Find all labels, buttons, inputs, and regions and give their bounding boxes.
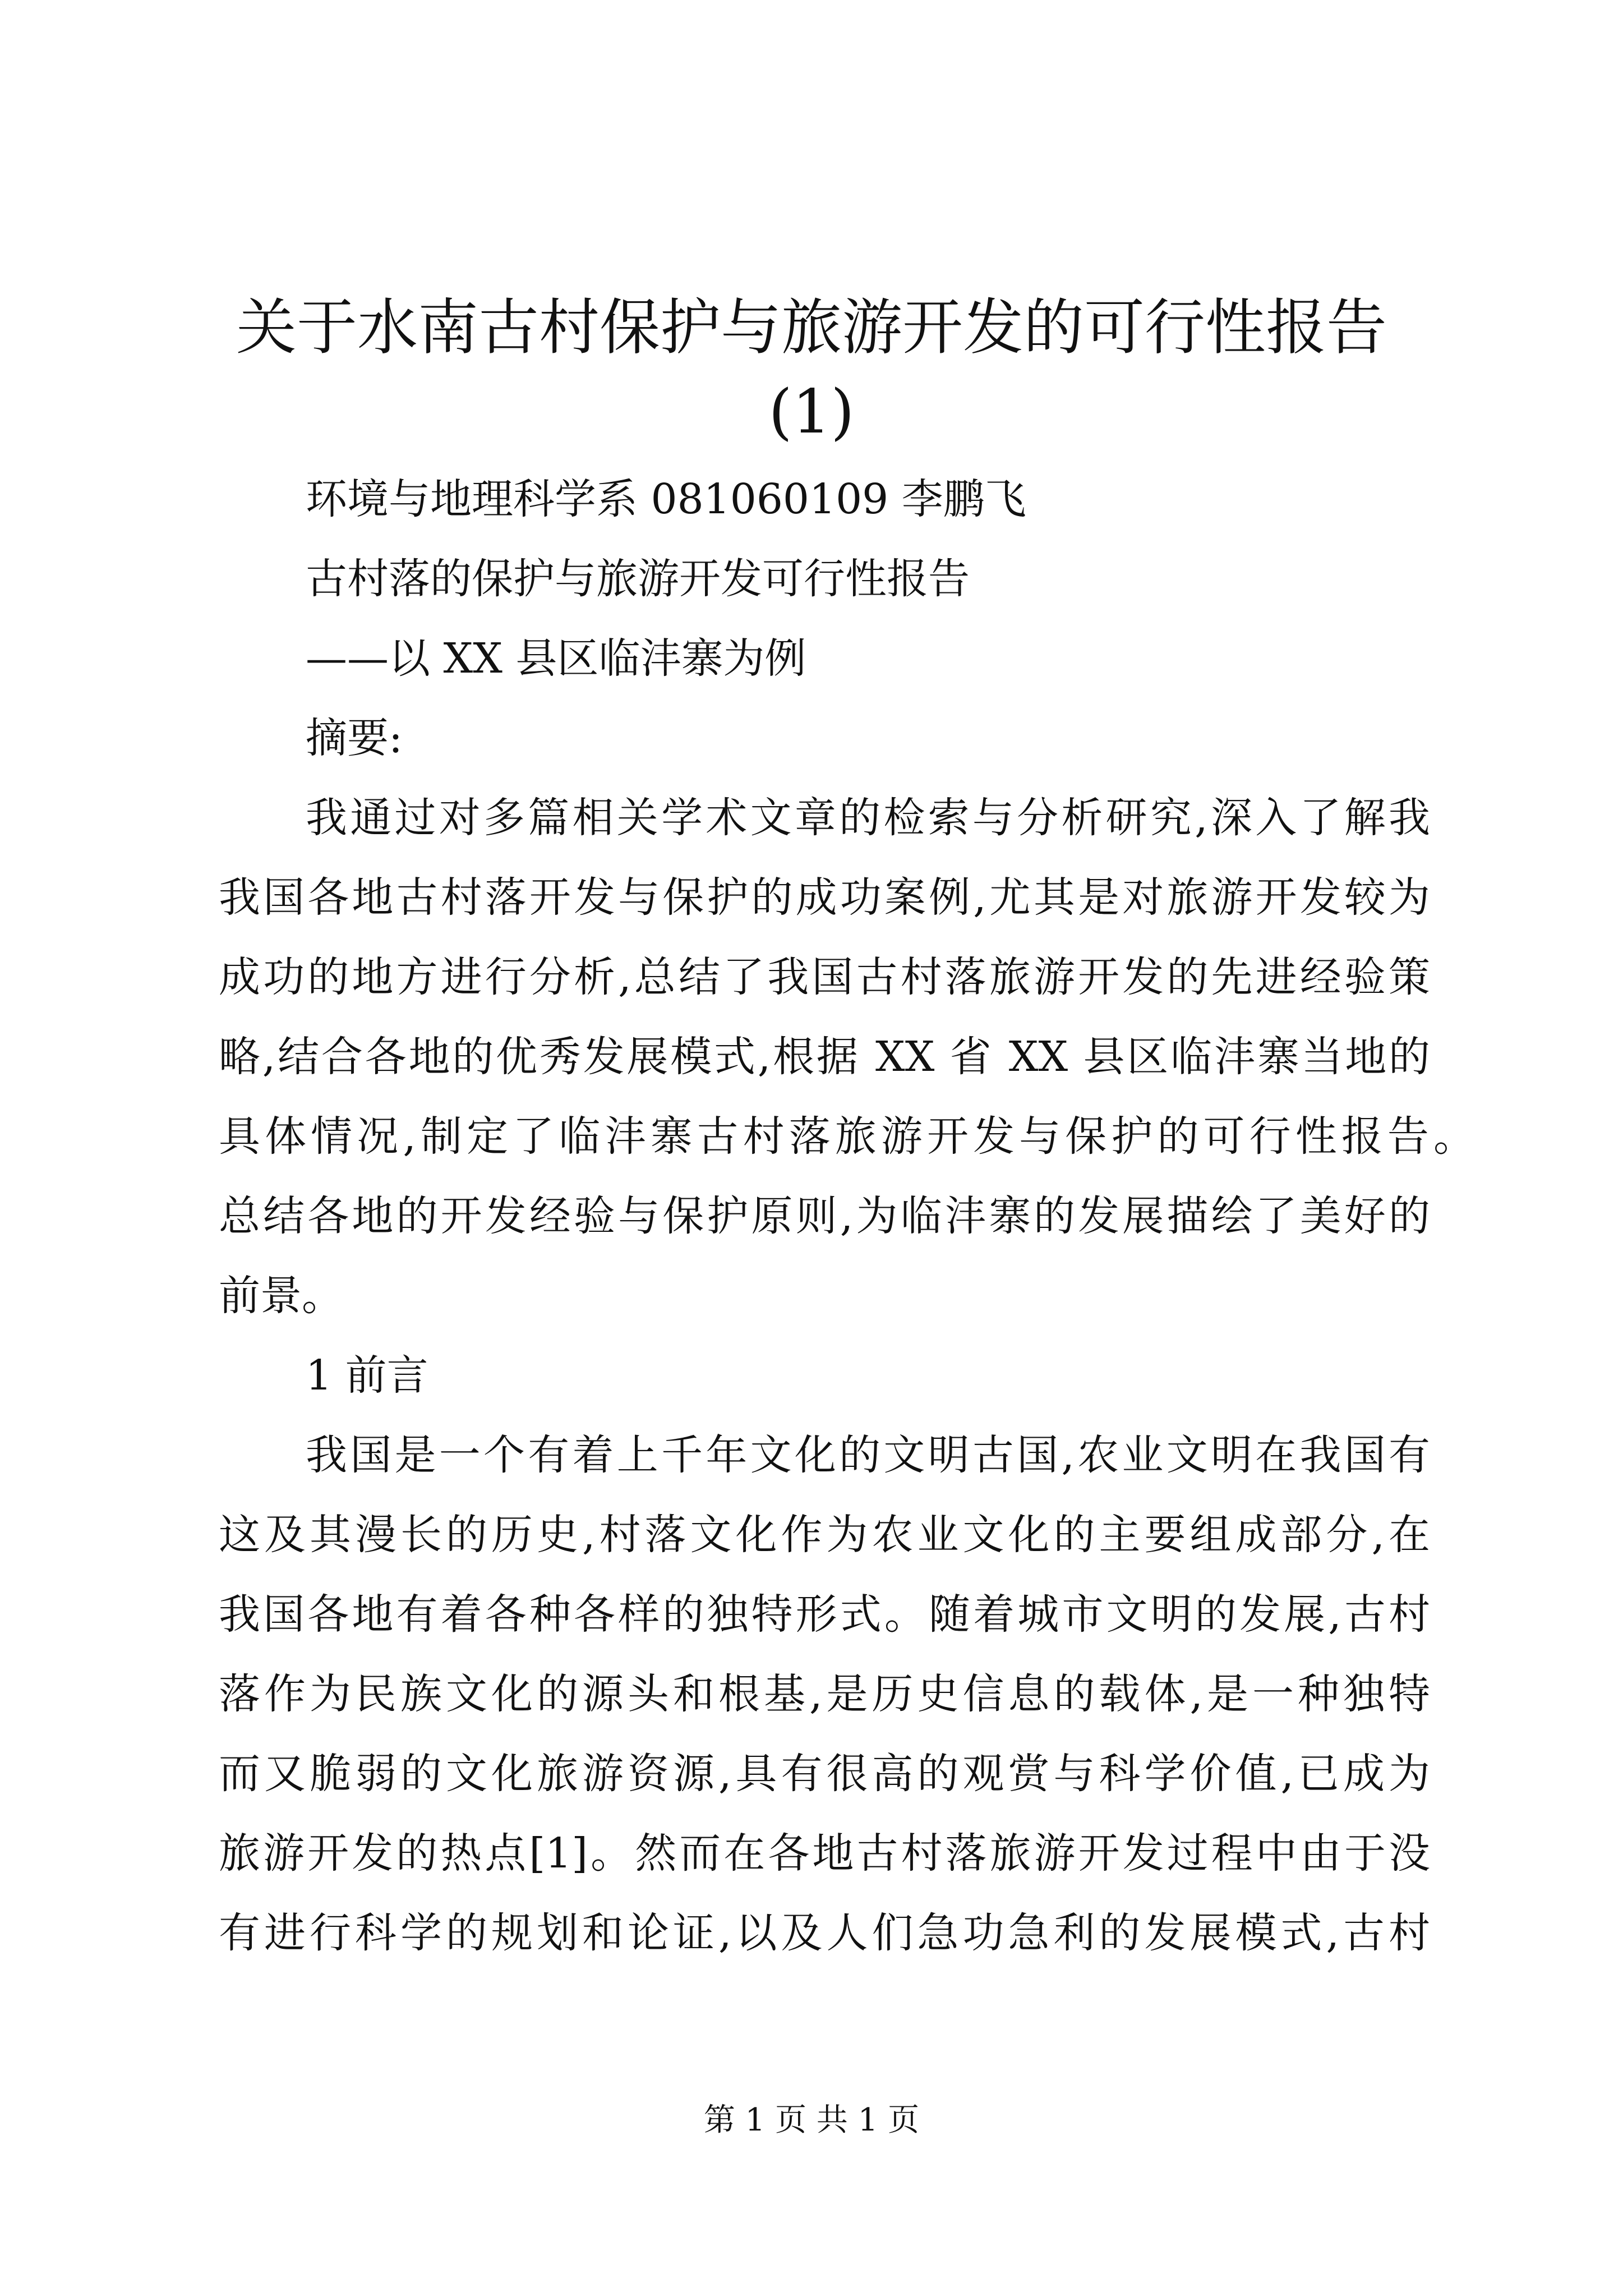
author-line: 环境与地理科学系 081060109 李鹏飞 xyxy=(306,475,1026,523)
abstract-line: 成功的地方进行分析,总结了我国古村落旅游开发的先进经验策 xyxy=(219,953,1430,1001)
section-heading: 1 前言 xyxy=(306,1351,428,1400)
intro-line: 我国是一个有着上千年文化的文明古国,农业文明在我国有 xyxy=(306,1431,1430,1479)
subtitle: 古村落的保护与旅游开发可行性报告 xyxy=(306,555,970,603)
abstract-line: 我国各地古村落开发与保护的成功案例,尤其是对旅游开发较为 xyxy=(219,873,1430,922)
subtitle-example: ——以 XX 县区临沣寨为例 xyxy=(306,634,806,683)
document-title: 关于水南古村保护与旅游开发的可行性报告 xyxy=(236,293,1387,363)
intro-line: 这及其漫长的历史,村落文化作为农业文化的主要组成部分,在 xyxy=(219,1511,1430,1559)
intro-line: 旅游开发的热点[1]。然而在各地古村落旅游开发过程中由于没 xyxy=(219,1829,1430,1878)
intro-line: 而又脆弱的文化旅游资源,具有很高的观赏与科学价值,已成为 xyxy=(219,1750,1430,1798)
abstract-line: 总结各地的开发经验与保护原则,为临沣寨的发展描绘了美好的 xyxy=(219,1192,1430,1240)
abstract-heading: 摘要: xyxy=(306,714,403,762)
intro-line: 有进行科学的规划和论证,以及人们急功急利的发展模式,古村 xyxy=(219,1909,1430,1957)
abstract-line: 具体情况,制定了临沣寨古村落旅游开发与保护的可行性报告。 xyxy=(219,1112,1475,1161)
document-title-number: (1) xyxy=(768,377,855,447)
page-footer: 第 1 页 共 1 页 xyxy=(703,2102,920,2138)
intro-line: 我国各地有着各种各样的独特形式。随着城市文明的发展,古村 xyxy=(219,1590,1430,1639)
abstract-line: 略,结合各地的优秀发展模式,根据 XX 省 XX 县区临沣寨当地的 xyxy=(219,1033,1430,1081)
abstract-line: 前景。 xyxy=(219,1272,343,1320)
abstract-line: 我通过对多篇相关学术文章的检索与分析研究,深入了解我 xyxy=(306,794,1430,842)
intro-line: 落作为民族文化的源头和根基,是历史信息的载体,是一种独特 xyxy=(219,1670,1430,1718)
